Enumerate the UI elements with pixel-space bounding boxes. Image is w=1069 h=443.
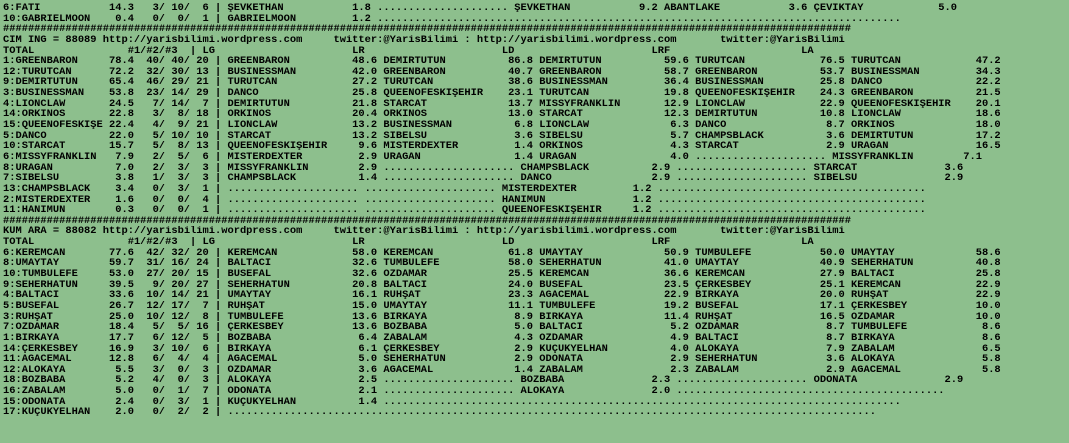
table-row: 12:TÜRÜTCAN 72.2 32/ 30/ 13 | BUSINESSMAN 42.0 GREENBARON 40.7 GREENBARON 58.7 GREENBARON 53.7 BUSINESSMAN 34.3 [3,66,1001,78]
table-row: 1:BİRKAYA 17.7 6/ 12/ 5 | BOZBABA 6.4 ZABALAM 4.3 ÖZDAMAR 4.9 BALTACI 8.7 BİRKAYA 8.6 [3,332,1001,344]
table-row: 6:MISSYFRANKLIN 7.9 2/ 5/ 6 | MISTERDEXTER 2.9 URAGAN 1.4 URAGAN 4.0 ..................... MISSYFRANKLIN 7.1 [3,151,982,163]
race-header-kum-ara: KUM ARA = 88082 http://yarisbilimi.wordpress.com twitter:@YarisBilimi : http://yarisbilimi.wordpress.com twitter:@YarisBilimi [3,226,845,238]
table-row: 9:DEMİRTÜTÜN 65.4 46/ 29/ 21 | TÜRÜTCAN 27.2 TÜRÜTCAN 38.6 BUSINESSMAN 36.4 BUSINESSMAN 25.8 DANCO 22.2 [3,77,1001,89]
table-row: 15:ODONATA 2.4 0/ 3/ 1 | KÜÇÜKYELHAN 1.4 ................................................................................... [3,396,901,408]
separator-line: ######################################################################################################################################## [3,24,852,35]
table-row: 8:UMAYTAY 59.7 31/ 16/ 24 | BALTACI 32.6 TUMBULEFE 58.0 SEHERHATUN 41.0 UMAYTAY 40.9 SEHERHATUN 40.8 [3,258,1001,270]
table-row: 17:KÜÇÜKYELHAN 2.0 0/ 2/ 2 | ........................................................................................................ [3,407,876,418]
table-row: 16:ZABALAM 5.0 0/ 1/ 7 | ODONATA 2.1 ..................... ALOKAYA 2.0 ........................................... [3,386,945,397]
table-row: 15:QUEENOFESKİŞE 22.4 4/ 9/ 21 | LIONCLAW 13.2 BUSINESSMAN 6.8 LIONCLAW 6.3 DANCO 8.7 ORKİNOS 18.0 [3,120,1001,131]
table-row: 6:KEREMCAN 77.6 42/ 32/ 20 | KEREMCAN 58.0 KEREMCAN 61.8 UMAYTAY 50.9 TUMBULEFE 50.0 UMAYTAY 58.6 [3,247,1001,259]
table-row: 5:DANCO 22.0 5/ 10/ 10 | STARCAT 13.2 SİBELSU 3.6 SİBELSU 5.7 CHAMPSBLACK 3.6 DEMİRTÜTÜN 17.2 [3,130,1001,142]
table-row: 14:ÇERKESBEY 16.9 3/ 10/ 6 | BİRKAYA 6.1 ÇERKESBEY 2.9 KÜÇÜKYELHAN 4.0 ALOKAYA 7.9 ZABALAM 6.5 [3,343,1001,355]
table-row: 4:LIONCLAW 24.5 7/ 14/ 7 | DEMİRTÜTÜN 21.8 STARCAT 13.7 MISSYFRANKLIN 12.9 LIONCLAW 22.9 QUEENOFESKİŞEHİR 20.1 [3,98,1001,110]
table-row: 7:ÖZDAMAR 18.4 5/ 5/ 16 | ÇERKESBEY 13.6 BOZBABA 5.0 BALTACI 5.2 ÖZDAMAR 8.7 TUMBULEFE 8.6 [3,322,1001,333]
table-row: 14:ORKİNOS 22.8 3/ 8/ 18 | ORKİNOS 20.4 ORKİNOS 13.0 STARCAT 12.3 DEMİRTÜTÜN 10.8 LIONCLAW 18.6 [3,109,1001,121]
table-row: 12:ALOKAYA 5.5 3/ 0/ 3 | ÖZDAMAR 3.6 AĞACEMAL 1.4 ZABALAM 2.3 ZABALAM 2.9 AĞACEMAL 5.8 [3,364,1001,376]
table-row: 2:MISTERDEXTER 1.6 0/ 0/ 4 | ..................... ..................... HANİMUN 1.2 ........................................... [3,194,926,206]
table-row: 9:SEHERHATUN 39.5 9/ 20/ 27 | SEHERHATUN 20.8 BALTACI 24.0 BUSEFAL 23.5 ÇERKESBEY 25.1 KEREMCAN 22.9 [3,279,1001,291]
table-row: 5:BUSEFAL 26.7 12/ 17/ 7 | RUHŞAT 15.0 UMAYTAY 11.1 TUMBULEFE 19.2 BUSEFAL 17.1 ÇERKESBEY 10.0 [3,300,1001,312]
table-row: 11:HANİMUN 0.3 0/ 0/ 1 | ..................... ..................... QUEENOFESKİŞEHİR 1.2 ........................................... [3,205,926,216]
column-header-row: TOTAL #1/#2/#3 | LG LR LD LRF LA [3,45,814,57]
table-row: 13:CHAMPSBLACK 3.4 0/ 3/ 1 | ..................... ..................... MISTERDEXTER 1.2 ........................................... [3,183,926,195]
table-row: 18:BOZBABA 5.2 4/ 0/ 3 | ALOKAYA 2.5 ..................... BOZBABA 2.3 ..................... ODONATA 2.9 [3,375,964,387]
table-row: 3:BUSINESSMAN 53.8 23/ 14/ 29 | DANCO 25.8 QUEENOFESKİŞEHİR 23.1 TÜRÜTCAN 19.8 QUEENOFESKİŞEHİR 24.3 GREENBARON 21.5 [3,88,1001,99]
table-row: 4:BALTACI 33.6 10/ 14/ 21 | UMAYTAY 16.1 RUHŞAT 23.3 AĞACEMAL 22.9 BİRKAYA 20.0 RUHŞAT 22.9 [3,290,1001,301]
table-row: 10:STARCAT 15.7 5/ 8/ 13 | QUEENOFESKİŞEHİR 9.6 MISTERDEXTER 1.4 ORKİNOS 4.3 STARCAT 2.9 URAGAN 16.5 [3,141,1001,152]
table-row: 11:AĞACEMAL 12.8 6/ 4/ 4 | AĞACEMAL 5.0 SEHERHATUN 2.9 ODONATA 2.9 SEHERHATUN 3.6 ALOKAYA 5.8 [3,354,1001,365]
separator-line: ######################################################################################################################################## [3,215,852,227]
table-row: 8:URAGAN 7.0 2/ 3/ 3 | MISSYFRANKLIN 2.9 ..................... CHAMPSBLACK 2.9 ..................... STARCAT 3.6 [3,162,964,174]
table-row: 10:TUMBULEFE 53.0 27/ 20/ 15 | BUSEFAL 32.6 ÖZDAMAR 25.5 KEREMCAN 36.6 KEREMCAN 27.9 BALTACI 25.8 [3,269,1001,280]
table-row: 3:RUHŞAT 25.0 10/ 12/ 8 | TUMBULEFE 13.6 BİRKAYA 8.9 BİRKAYA 11.4 RUHŞAT 16.5 ÖZDAMAR 10.0 [3,311,1001,323]
column-header-row: TOTAL #1/#2/#3 | LG LR LD LRF LA [3,237,814,248]
race-line-1: 6:FATİ 14.3 3/ 10/ 6 | ŞEVKETHAN 1.8 ..................... ŞEVKETHAN 9.2 ABANTLAKE 3.6 ÇEVİKTAY 5.0 [3,3,958,14]
table-row: 7:SİBELSU 3.8 1/ 3/ 3 | CHAMPSBLACK 1.4 ..................... DANCO 2.9 ..................... SİBELSU 2.9 [3,173,964,184]
race-header-cim-ing: CIM ING = 88089 http://yarisbilimi.wordpress.com twitter:@YarisBilimi : http://yarisbilimi.wordpress.com twitter:@YarisBilimi [3,34,845,46]
table-row: 1:GREENBARON 78.4 40/ 40/ 20 | GREENBARON 48.6 DEMİRTÜTÜN 86.8 DEMİRTÜTÜN 59.6 TÜRÜTCAN 76.5 TÜRÜTCAN 47.2 [3,56,1001,67]
race-line-2: 10:GABRİELMOON 0.4 0/ 0/ 1 | GABRİELMOON 1.2 .................................................................................... [3,13,901,25]
